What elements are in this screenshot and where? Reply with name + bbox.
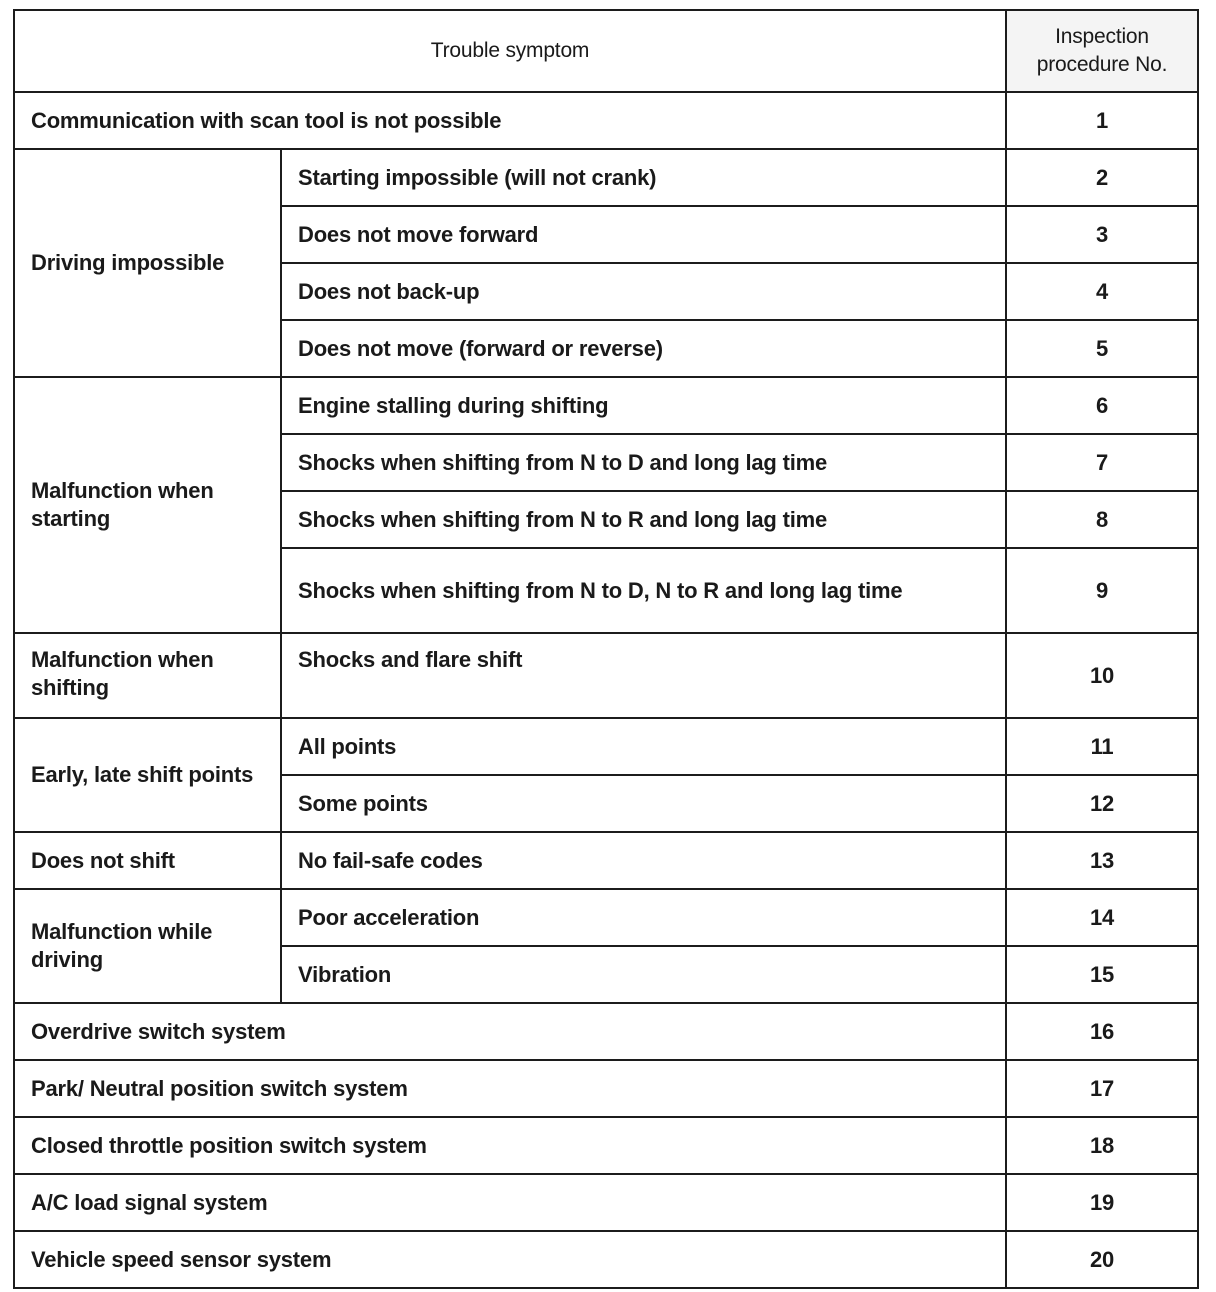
procedure-number: 13 [1006, 832, 1198, 889]
procedure-number: 8 [1006, 491, 1198, 548]
symptom-item: Shocks and flare shift [281, 633, 1006, 718]
table-row [14, 889, 1198, 946]
procedure-number: 9 [1006, 548, 1198, 633]
trouble-symptom-table [13, 9, 1199, 1289]
table-row [14, 633, 1198, 718]
symptom-closed-throttle-switch: Closed throttle position switch system [14, 1117, 1006, 1174]
symptom-item: Shocks when shifting from N to D and long lag time [281, 434, 1006, 491]
symptom-communication: Communication with scan tool is not possible [14, 92, 1006, 149]
symptom-item: Some points [281, 775, 1006, 832]
procedure-number: 4 [1006, 263, 1198, 320]
table-row [14, 1003, 1198, 1060]
symptom-item: Poor acceleration [281, 889, 1006, 946]
symptom-vehicle-speed-sensor: Vehicle speed sensor system [14, 1231, 1006, 1288]
symptom-item: No fail-safe codes [281, 832, 1006, 889]
symptom-overdrive-switch: Overdrive switch system [14, 1003, 1006, 1060]
symptom-item: Vibration [281, 946, 1006, 1003]
procedure-number: 16 [1006, 1003, 1198, 1060]
header-procedure-no [1006, 10, 1198, 92]
table-row [14, 1060, 1198, 1117]
symptom-item: Does not move forward [281, 206, 1006, 263]
procedure-number: 1 [1006, 92, 1198, 149]
group-early-late-shift-points: Early, late shift points [14, 718, 281, 832]
procedure-number: 20 [1006, 1231, 1198, 1288]
symptom-park-neutral-switch: Park/ Neutral position switch system [14, 1060, 1006, 1117]
header-procedure-line2: procedure No. [1036, 53, 1168, 76]
procedure-number: 11 [1006, 718, 1198, 775]
group-malfunction-when-shifting: Malfunction when shifting [14, 633, 281, 718]
table-row [14, 1174, 1198, 1231]
procedure-number: 5 [1006, 320, 1198, 377]
table-row [14, 149, 1198, 206]
procedure-number: 19 [1006, 1174, 1198, 1231]
symptom-item: Engine stalling during shifting [281, 377, 1006, 434]
procedure-number: 10 [1006, 633, 1198, 718]
symptom-item: All points [281, 718, 1006, 775]
symptom-item: Starting impossible (will not crank) [281, 149, 1006, 206]
procedure-number: 12 [1006, 775, 1198, 832]
group-malfunction-when-starting: Malfunction when starting [14, 377, 281, 633]
symptom-ac-load-signal: A/C load signal system [14, 1174, 1006, 1231]
procedure-number: 3 [1006, 206, 1198, 263]
header-trouble-symptom: Trouble symptom [14, 10, 1006, 92]
symptom-item: Does not move (forward or reverse) [281, 320, 1006, 377]
symptom-item: Shocks when shifting from N to R and long lag time [281, 491, 1006, 548]
table-row [14, 1231, 1198, 1288]
procedure-number: 14 [1006, 889, 1198, 946]
symptom-item: Does not back-up [281, 263, 1006, 320]
group-does-not-shift: Does not shift [14, 832, 281, 889]
symptom-item: Shocks when shifting from N to D, N to R and long lag time [281, 548, 1006, 633]
group-driving-impossible: Driving impossible [14, 149, 281, 377]
table-row [14, 1117, 1198, 1174]
procedure-number: 18 [1006, 1117, 1198, 1174]
procedure-number: 2 [1006, 149, 1198, 206]
table-row [14, 832, 1198, 889]
procedure-number: 7 [1006, 434, 1198, 491]
header-procedure-line1: Inspection [1055, 25, 1149, 48]
procedure-number: 6 [1006, 377, 1198, 434]
procedure-number: 15 [1006, 946, 1198, 1003]
table-row [14, 718, 1198, 775]
group-malfunction-while-driving: Malfunction while driving [14, 889, 281, 1003]
table-row [14, 92, 1198, 149]
header-row [14, 10, 1198, 92]
table-row [14, 377, 1198, 434]
procedure-number: 17 [1006, 1060, 1198, 1117]
